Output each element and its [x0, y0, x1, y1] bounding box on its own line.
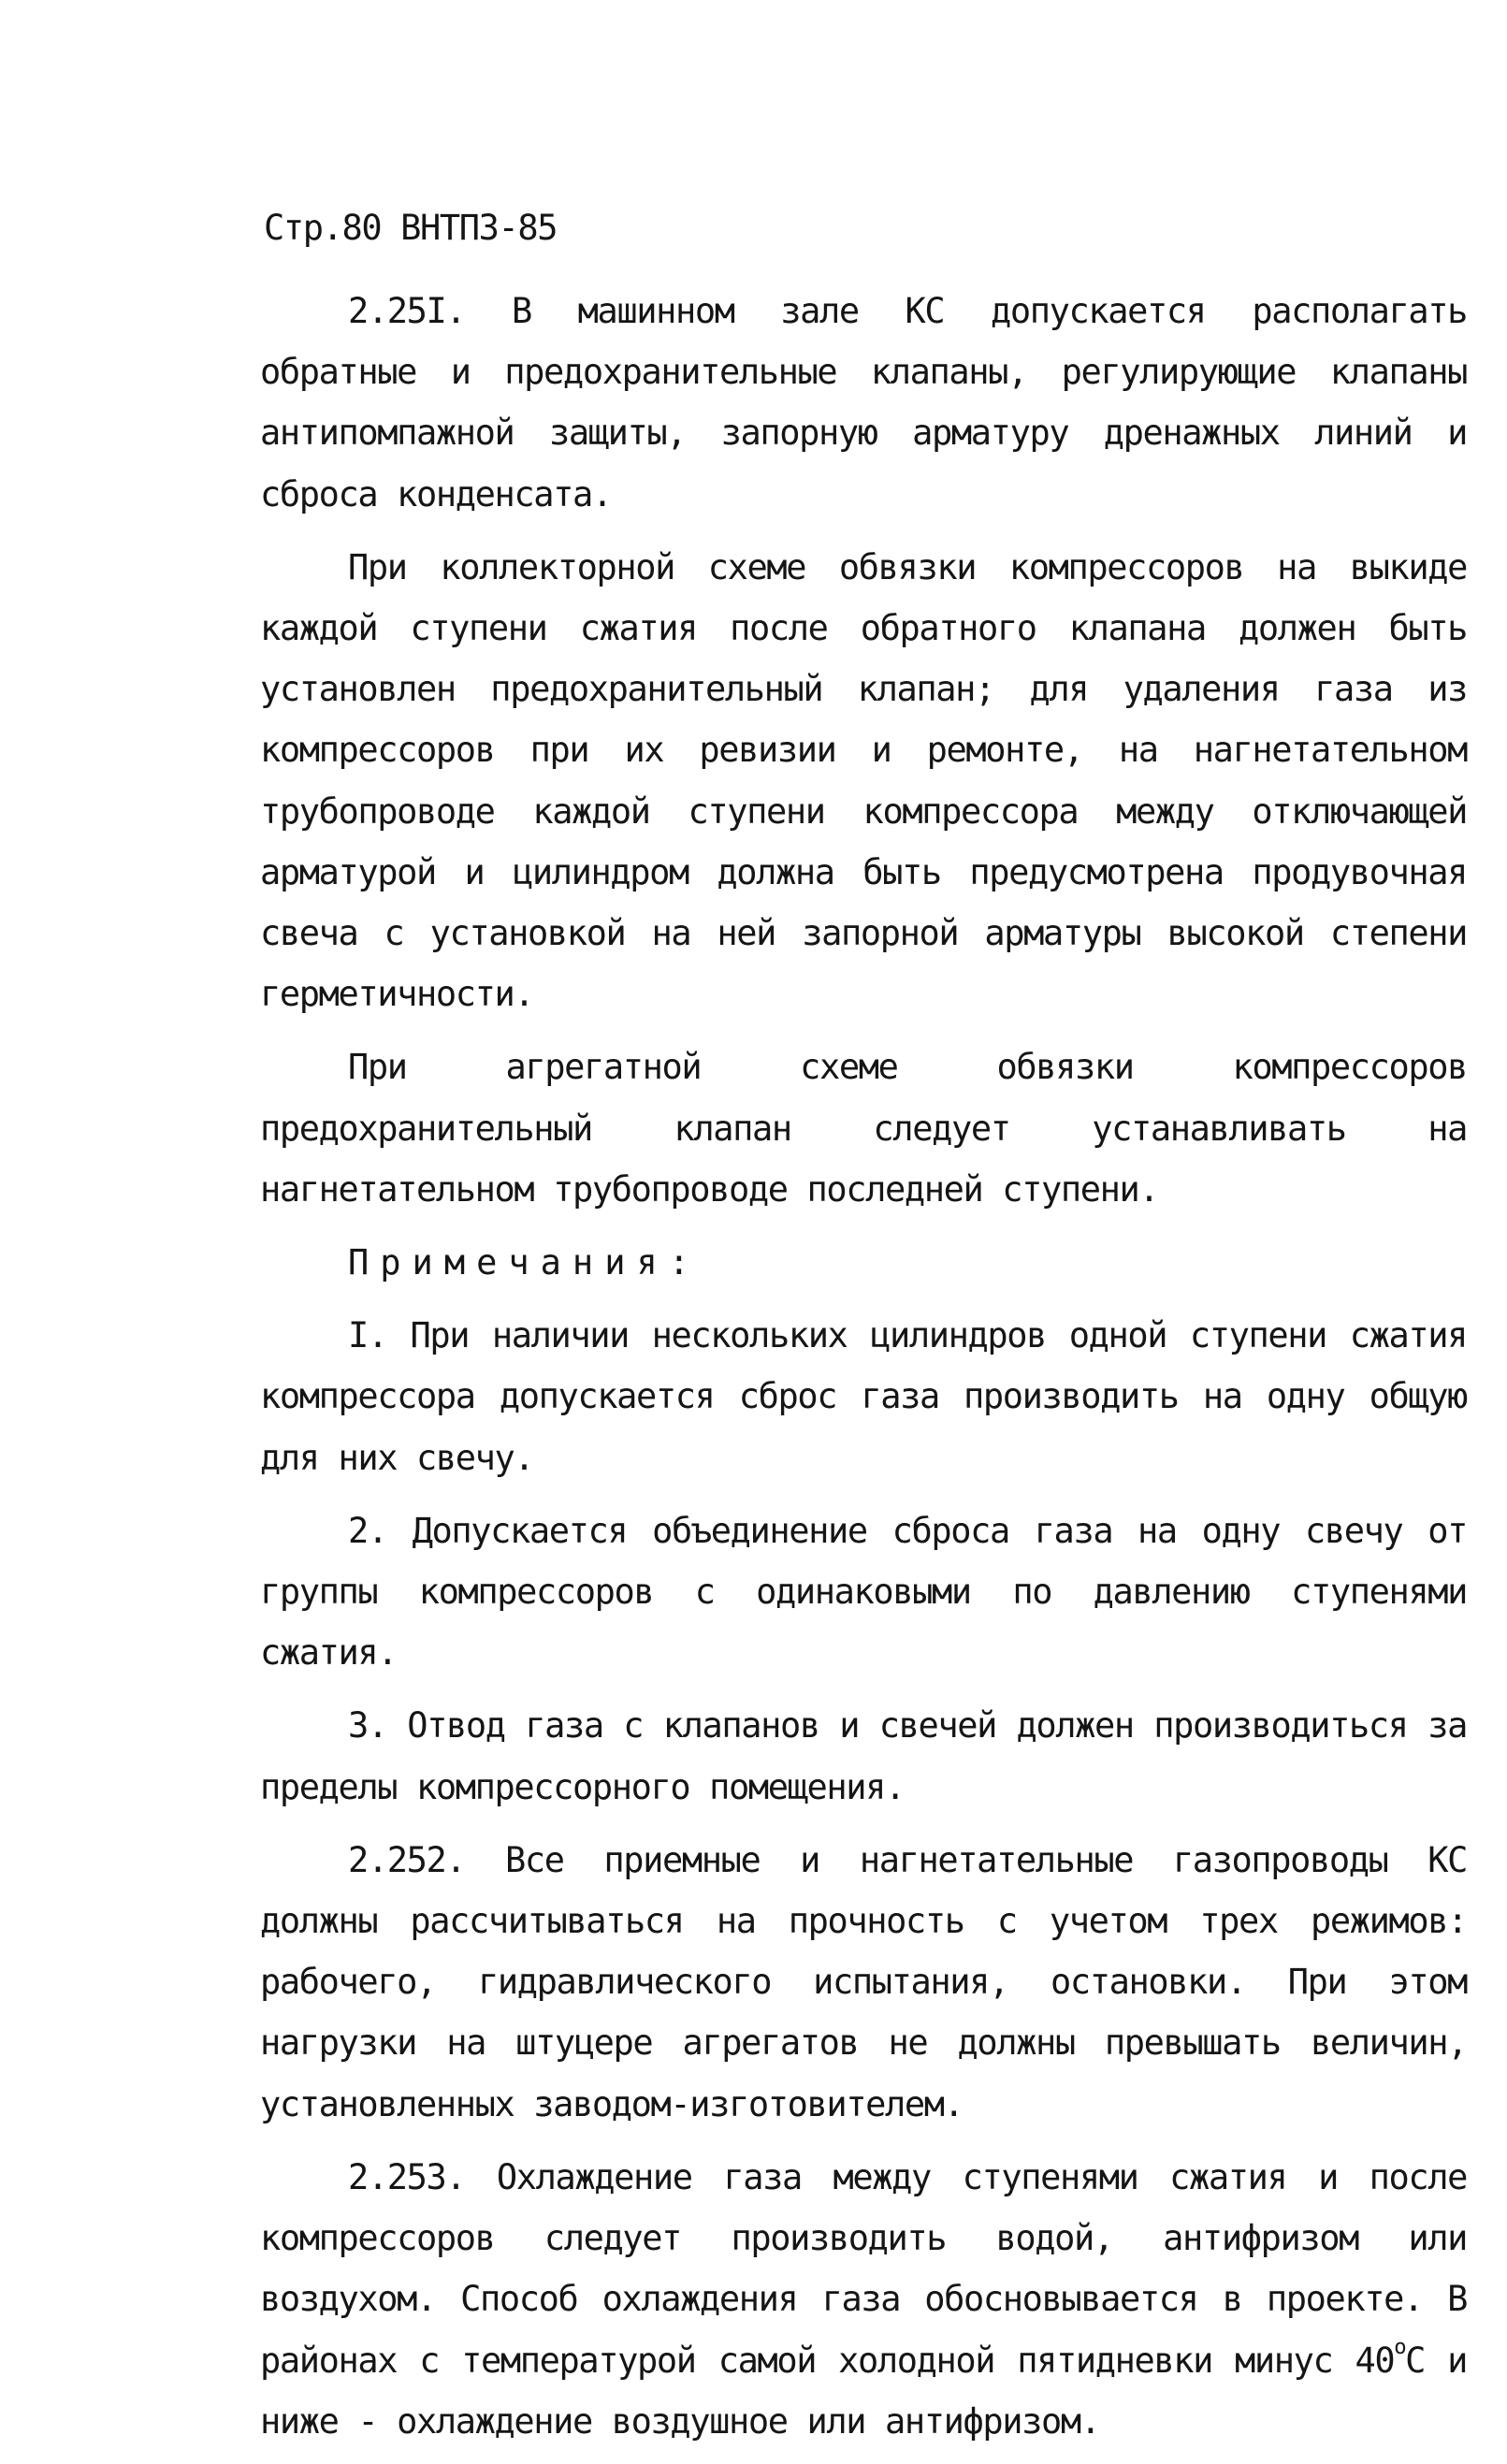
note-1: I. При наличии нескольких цилиндров одной ступени сжатия компрессора допускается сброс газа производить на одну общую для них свечу. [260, 1315, 1467, 1478]
document-body [260, 281, 1467, 2464]
paragraph-2-253-text-after: С и ниже - охлаждение воздушное или антифризом. [260, 2340, 1467, 2442]
paragraph-collector-scheme: При коллекторной схеме обвязки компрессоров на выкиде каждой ступени сжатия после обратного клапана должен быть установлен предохранительный клапан; для удаления газа из компрессоров при их ревизии и ремонте, на нагнетательном трубопроводе каждой ступени компрессора между отключающей арматурой и цилиндром должна быть предусмотрена продувочная свеча с установкой на ней запорной арматуры высокой степени герметичности. [260, 546, 1467, 1015]
note-2: 2. Допускается объединение сброса газа на одну свечу от группы компрессоров с одинаковыми по давлению ступенями сжатия. [260, 1510, 1467, 1674]
page-header: Стр.80 ВНТПЗ-85 [264, 208, 558, 248]
paragraph-2-251: 2.25I. В машинном зале КС допускается располагать обратные и предохранительные клапаны, регулирующие клапаны антипомпажной защиты, запорную арматуру дренажных линий и сброса конденсата. [260, 291, 1467, 515]
degree-superscript: о [1394, 2334, 1406, 2359]
notes-heading: Примечания: [348, 1242, 702, 1283]
paragraph-2-253 [260, 2147, 1467, 2452]
paragraph-2-253-text-before: 2.253. Охлаждение газа между ступенями сжатия и после компрессоров следует производить водой, антифризом или воздухом. Способ охлаждения газа обосновывается в проекте. В районах с температурой самой холодной пятидневки минус 40 [260, 2156, 1467, 2381]
paragraph-2-252: 2.252. Все приемные и нагнетательные газопроводы КС должны рассчитываться на прочность с учетом трех режимов: рабочего, гидравлического испытания, остановки. При этом нагрузки на штуцере агрегатов не должны превышать величин, установленных заводом-изготовителем. [260, 1839, 1467, 2124]
paragraph-aggregate-scheme: При агрегатной схеме обвязки компрессоров предохранительный клапан следует устанавливать на нагнетательном трубопроводе последней ступени. [260, 1047, 1467, 1210]
note-3: 3. Отвод газа с клапанов и свечей должен производиться за пределы компрессорного помещения. [260, 1705, 1467, 1807]
